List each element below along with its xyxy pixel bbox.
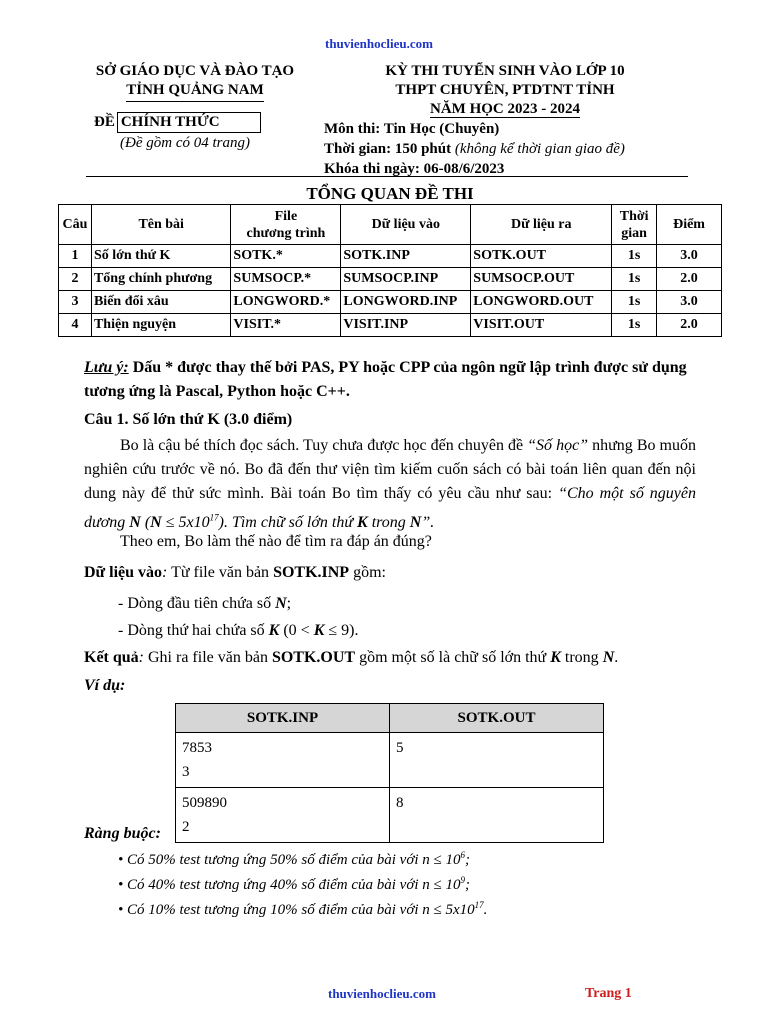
col-diem: Điểm xyxy=(657,205,722,245)
row-number: 2 xyxy=(59,268,92,291)
time-limit: 1s xyxy=(612,245,657,268)
department-name: SỞ GIÁO DỤC VÀ ĐÀO TẠO xyxy=(95,63,295,79)
exam-title: KỲ THI TUYỂN SINH VÀO LỚP 10 xyxy=(385,63,625,79)
subject-line: Môn thi: Tin Học (Chuyên) xyxy=(324,121,500,137)
col-du-lieu-ra: Dữ liệu ra xyxy=(471,205,612,245)
question-1-title: Câu 1. Số lớn thứ K (3.0 điểm) xyxy=(84,411,293,428)
col-file: File chương trình xyxy=(231,205,341,245)
col-thoi-gian: Thời gian xyxy=(612,205,657,245)
header-divider xyxy=(86,176,688,177)
output-file: LONGWORD.OUT xyxy=(471,291,612,314)
output-file: SOTK.OUT xyxy=(471,245,612,268)
overview-row xyxy=(59,291,722,314)
output-spec: Kết quả: Ghi ra file văn bản SOTK.OUT gồm một số là chữ số lớn thứ K trong N. xyxy=(84,649,619,666)
problem-quote: “Cho một số nguyên dương N $(N \le 5x10^{17})$. Tìm chữ số lớn thứ K trong N”. xyxy=(84,485,697,532)
constraints-label: Ràng buộc: xyxy=(84,825,161,842)
note-label: Lưu ý: xyxy=(84,359,129,376)
constraint-item: • Có 50% test tương ứng 50% số điểm của bài với $n \le 10^6$; xyxy=(118,850,470,868)
col-cau: Câu xyxy=(59,205,92,245)
col-ten-bai: Tên bài xyxy=(91,205,230,245)
example-row xyxy=(176,733,604,788)
exam-school: THPT CHUYÊN, PTDTNT TỈNH xyxy=(395,82,615,98)
problem-statement: Bo là cậu bé thích đọc sách. Tuy chưa được học đến chuyên đề “Số học” nhưng Bo muốn nghiên cứu trước về nó. Bo đã đến thư viện tìm kiếm cuốn sách có bài toán liên quan đến nội dung này để thử sức mình. Bài toán Bo tìm thấy có yêu cầu như sau: “Cho một số nguyên dương N $(N \le 5x10^{17})$. Tìm chữ số lớn thứ K trong N”. xyxy=(84,437,697,532)
official-exam-label xyxy=(94,112,261,133)
site-watermark-bottom[interactable]: thuvienhoclieu.com xyxy=(328,986,436,1001)
input-spec: Dữ liệu vào: Từ file văn bản SOTK.INP gồm: xyxy=(84,564,386,581)
input-file: SUMSOCP.INP xyxy=(341,268,471,291)
row-number: 1 xyxy=(59,245,92,268)
time-limit: 1s xyxy=(612,314,657,337)
input-file: SOTK.INP xyxy=(341,245,471,268)
overview-row xyxy=(59,245,722,268)
de-label: ĐỀ xyxy=(94,114,115,130)
note-paragraph xyxy=(84,356,696,404)
exam-info xyxy=(324,119,625,179)
note-text: Dấu * được thay thế bởi PAS, PY hoặc CPP của ngôn ngữ lập trình được sử dụng tương ứng là Pascal, Python hoặc C++. xyxy=(84,359,687,400)
overview-row xyxy=(59,268,722,291)
exam-header xyxy=(330,62,680,119)
input-line-2: - Dòng thứ hai chứa số K (0 < K ≤ 9). xyxy=(118,622,359,639)
problem-name: Tổng chính phương xyxy=(91,268,230,291)
col-du-lieu-vao: Dữ liệu vào xyxy=(341,205,471,245)
department-header xyxy=(60,62,330,102)
question-line: Theo em, Bo làm thế nào để tìm ra đáp án đúng? xyxy=(120,533,432,550)
exam-date: Khóa thi ngày: 06-08/6/2023 xyxy=(324,161,505,177)
overview-title: TỔNG QUAN ĐỀ THI xyxy=(306,184,474,203)
score: 3.0 xyxy=(657,291,722,314)
official-box: CHÍNH THỨC xyxy=(117,112,261,133)
score: 2.0 xyxy=(657,268,722,291)
time-limit: 1s xyxy=(612,291,657,314)
example-header-row xyxy=(176,704,604,733)
duration: Thời gian: 150 phút xyxy=(324,141,452,157)
constraint-item: • Có 40% test tương ứng 40% số điểm của bài với $n \le 10^9$; xyxy=(118,875,470,893)
example-input: 7853 3 xyxy=(176,733,390,788)
program-file: VISIT.* xyxy=(231,314,341,337)
score: 2.0 xyxy=(657,314,722,337)
page-count-note: (Đề gồm có 04 trang) xyxy=(120,135,250,151)
program-file: SUMSOCP.* xyxy=(231,268,341,291)
example-col-inp: SOTK.INP xyxy=(176,704,390,733)
output-file: VISIT.OUT xyxy=(471,314,612,337)
output-file: SUMSOCP.OUT xyxy=(471,268,612,291)
input-line-1: - Dòng đầu tiên chứa số N; xyxy=(118,595,292,612)
example-input: 509890 2 xyxy=(176,788,390,843)
score: 3.0 xyxy=(657,245,722,268)
example-output: 8 xyxy=(390,788,604,843)
row-number: 3 xyxy=(59,291,92,314)
example-label: Ví dụ: xyxy=(84,677,126,694)
province-name: TỈNH QUẢNG NAM xyxy=(126,81,264,102)
program-file: SOTK.* xyxy=(231,245,341,268)
page-number: Trang 1 xyxy=(585,986,632,1001)
program-file: LONGWORD.* xyxy=(231,291,341,314)
duration-note: (không kể thời gian giao đề) xyxy=(454,141,625,157)
problem-name: Biến đổi xâu xyxy=(91,291,230,314)
constraint-item: • Có 10% test tương ứng 10% số điểm của bài với $n \le 5x10^{17}$. xyxy=(118,900,488,918)
row-number: 4 xyxy=(59,314,92,337)
school-year: NĂM HỌC 2023 - 2024 xyxy=(430,101,580,117)
input-file: VISIT.INP xyxy=(341,314,471,337)
site-watermark-top[interactable]: thuvienhoclieu.com xyxy=(325,36,433,51)
problem-name: Thiện nguyện xyxy=(91,314,230,337)
input-file: LONGWORD.INP xyxy=(341,291,471,314)
example-col-out: SOTK.OUT xyxy=(390,704,604,733)
overview-header-row xyxy=(59,205,722,245)
problem-name: Số lớn thứ K xyxy=(91,245,230,268)
time-limit: 1s xyxy=(612,268,657,291)
overview-table xyxy=(58,204,722,337)
overview-row xyxy=(59,314,722,337)
example-output: 5 xyxy=(390,733,604,788)
